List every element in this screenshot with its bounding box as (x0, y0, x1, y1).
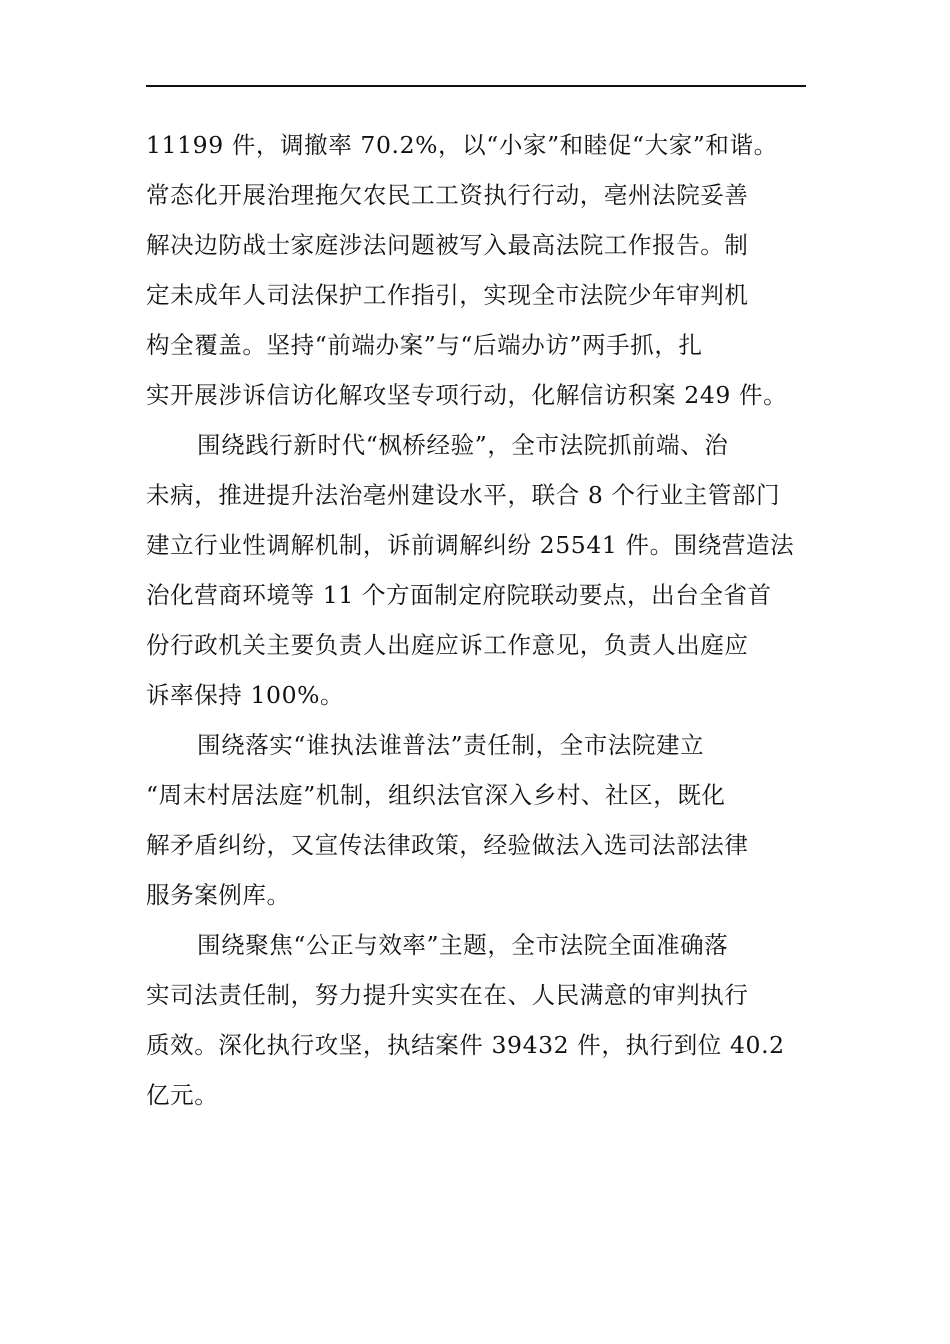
paragraph-3-line-4: 服务案例库。 (146, 881, 291, 909)
paragraph-2-line-4: 治化营商环境等 11 个方面制定府院联动要点，出台全省首 (146, 581, 772, 609)
paragraph-2-line-3: 建立行业性调解机制，诉前调解纠纷 25541 件。围绕营造法 (146, 531, 795, 559)
paragraph-3-line-1: 围绕落实“谁执法谁普法”责任制，全市法院建立 (197, 731, 705, 759)
paragraph-4-line-4: 亿元。 (146, 1081, 219, 1109)
paragraph-1-line-6: 实开展涉诉信访化解攻坚专项行动，化解信访积案 249 件。 (146, 381, 788, 409)
paragraph-2-line-5: 份行政机关主要负责人出庭应诉工作意见，负责人出庭应 (146, 631, 749, 659)
paragraph-4-line-1: 围绕聚焦“公正与效率”主题，全市法院全面准确落 (197, 931, 729, 959)
paragraph-1-line-3: 解决边防战士家庭涉法问题被写入最高法院工作报告。制 (146, 231, 749, 259)
paragraph-2-line-1: 围绕践行新时代“枫桥经验”，全市法院抓前端、治 (197, 431, 729, 459)
paragraph-1 (146, 120, 808, 420)
paragraph-3-line-3: 解矛盾纠纷，又宣传法律政策，经验做法入选司法部法律 (146, 831, 749, 859)
paragraph-1-line-5: 构全覆盖。坚持“前端办案”与“后端办访”两手抓，扎 (146, 331, 703, 359)
paragraph-1-line-2: 常态化开展治理拖欠农民工工资执行行动，亳州法院妥善 (146, 181, 749, 209)
paragraph-2-line-2: 未病，推进提升法治亳州建设水平，联合 8 个行业主管部门 (146, 481, 781, 509)
paragraph-1-line-1: 11199 件，调撤率 70.2%，以“小家”和睦促“大家”和谐。 (146, 131, 778, 159)
header-rule (146, 85, 806, 87)
paragraph-2-line-6: 诉率保持 100%。 (146, 681, 345, 709)
paragraph-1-line-4: 定未成年人司法保护工作指引，实现全市法院少年审判机 (146, 281, 749, 309)
paragraph-3 (146, 720, 808, 920)
paragraph-4 (146, 920, 808, 1120)
paragraph-3-line-2: “周末村居法庭”机制，组织法官深入乡村、社区，既化 (146, 781, 726, 809)
paragraph-2 (146, 420, 808, 720)
document-body (146, 120, 808, 1120)
paragraph-4-line-3: 质效。深化执行攻坚，执结案件 39432 件，执行到位 40.2 (146, 1031, 785, 1059)
paragraph-4-line-2: 实司法责任制，努力提升实实在在、人民满意的审判执行 (146, 981, 749, 1009)
